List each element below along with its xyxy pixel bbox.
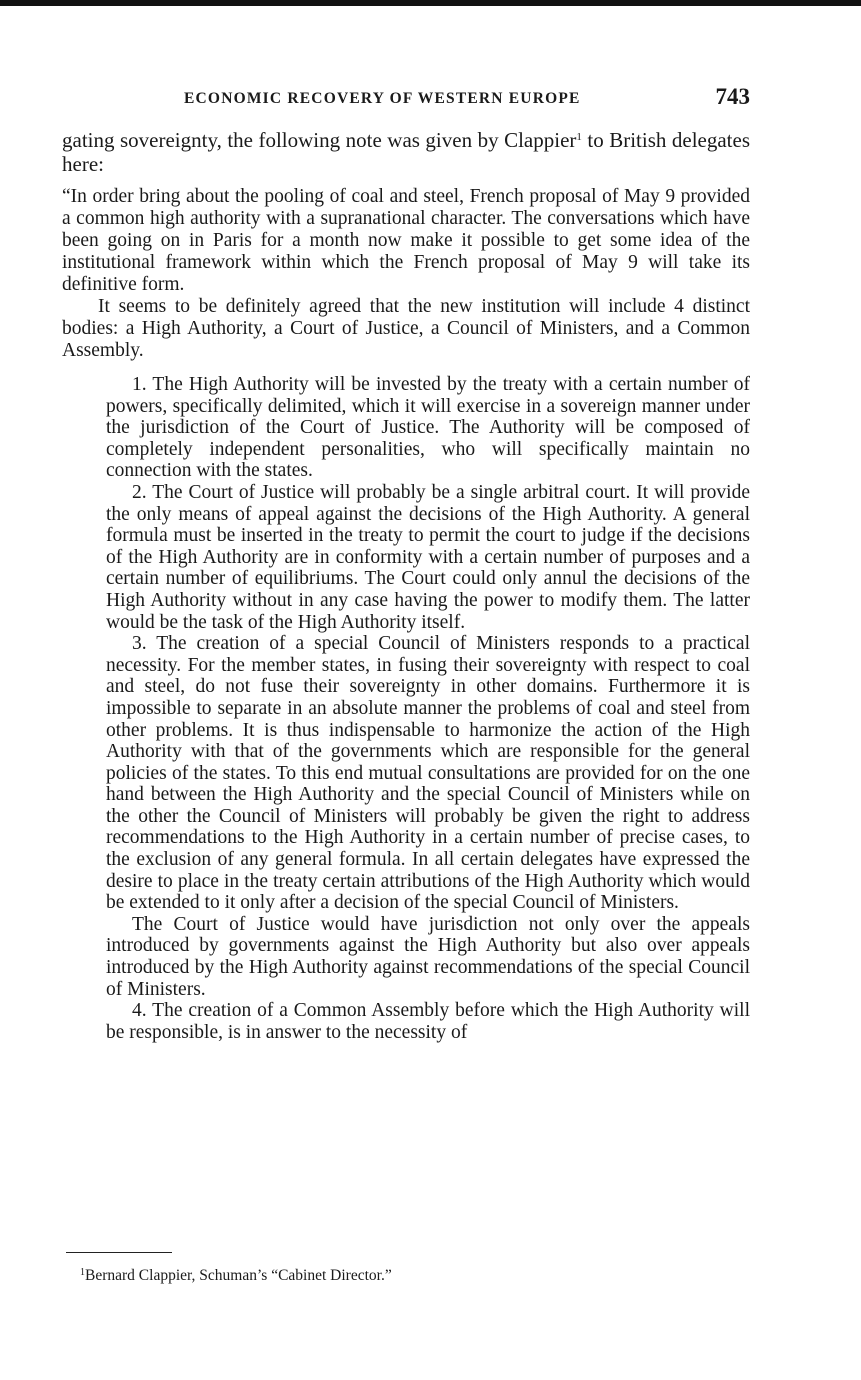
running-head xyxy=(62,84,750,114)
intro-paragraph xyxy=(62,128,750,176)
point-paragraph: 2. The Court of Justice will probably be a single arbitral court. It will provide the only means of appeal against the decisions of the High Authority. A general formula must be inserted in the treaty to permit the court to judge if the decisions of the High Authority are in conformity with a certain number of purposes and a certain number of equilibriums. The Court could only annul the decisions of the High Authority without in any case having the power to modify them. The latter would be the task of the High Authority itself. xyxy=(106,481,750,633)
point-paragraph: 3. The creation of a special Council of Ministers responds to a practical necessity. For the member states, in fusing their sovereignty with respect to coal and steel, do not fuse their sovereignty in other domains. Furthermore it is impossible to separate in an absolute manner the problems of coal and steel from other problems. It is thus indispensable to harmonize the action of the High Authority with that of the governments which are responsible for the general policies of the states. To this end mutual consultations are provided for on the one hand between the High Authority and the special Council of Ministers while on the other the Council of Ministers will probably be given the right to address recommendations to the High Authority in a certain number of precise cases, to the exclusion of any general formula. In all certain delegates have expressed the desire to place in the treaty certain attributions of the High Authority which would be extended to it only after a decision of the special Council of Ministers. xyxy=(106,633,750,914)
point-paragraph: 1. The High Authority will be invested by the treaty with a certain number of powers, specifically delimited, which it will exercise in a sovereign manner under the jurisdiction of the Court of Justice. The Authority will be composed of completely independent personalities, who will specifically maintain no connection with the states. xyxy=(106,374,750,482)
footnote-text: Bernard Clappier, Schuman’s “Cabinet Director.” xyxy=(85,1267,392,1284)
point-paragraph: The Court of Justice would have jurisdiction not only over the appeals introduced by governments against the High Authority but also over appeals introduced by the High Authority against recommendations of the special Council of Ministers. xyxy=(106,913,750,1000)
quote-paragraph: It seems to be definitely agreed that the new institution will include 4 distinct bodies: a High Authority, a Court of Justice, a Council of Ministers, and a Common Assembly. xyxy=(62,296,750,361)
footnote xyxy=(80,1266,392,1286)
page-number: 743 xyxy=(715,84,750,109)
point-paragraph: 4. The creation of a Common Assembly before which the High Authority will be responsible, is in answer to the necessity of xyxy=(106,1000,750,1043)
footnote-ref: 1 xyxy=(576,131,582,143)
quote-paragraph: “In order bring about the pooling of coal and steel, French proposal of May 9 provided a common high authority with a supranational character. The conversations which have been going on in Paris for a month now make it possible to get some idea of the institutional framework within which the French proposal of May 9 will take its definitive form. xyxy=(62,186,750,295)
footnote-divider xyxy=(66,1252,172,1253)
numbered-points xyxy=(106,374,750,1043)
top-border-rule xyxy=(0,0,861,6)
running-title: ECONOMIC RECOVERY OF WESTERN EUROPE xyxy=(184,90,581,107)
footnote-marker: 1 xyxy=(80,1267,85,1278)
page-body xyxy=(62,128,750,1043)
intro-text: gating sovereignty, the following note was given by Clappier xyxy=(62,128,577,152)
quoted-note xyxy=(62,186,750,362)
intro-text-end: to British delegates here: xyxy=(62,128,750,176)
